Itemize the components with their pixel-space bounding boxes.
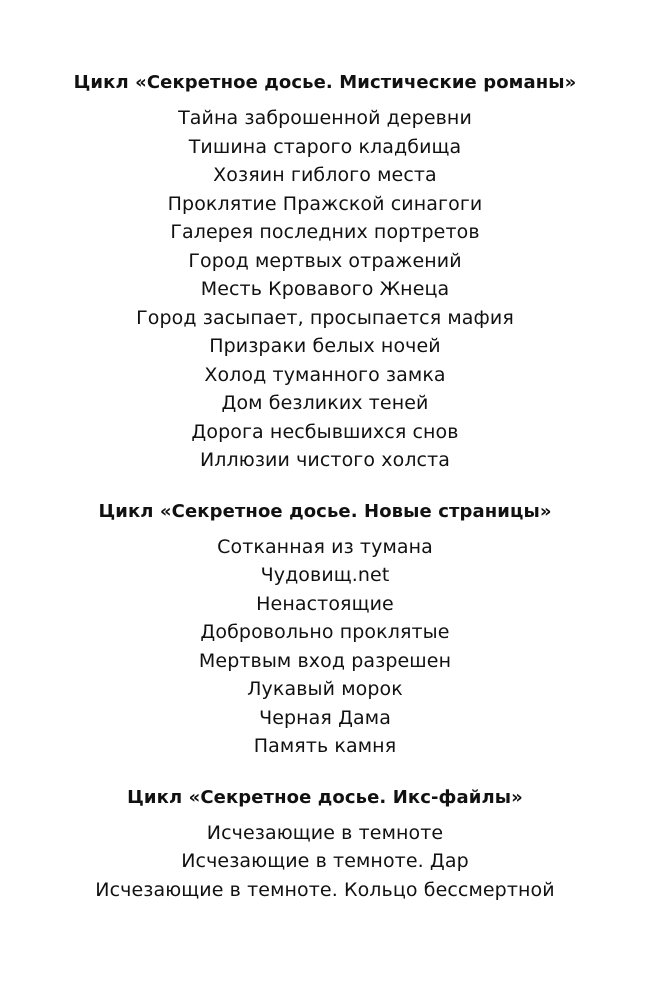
book-title: Проклятие Пражской синагоги (167, 192, 483, 215)
book-title: Месть Кровавого Жнеца (200, 278, 450, 300)
book-title: Исчезающие в темноте. Дар (181, 850, 469, 872)
series-title: Цикл «Секретное досье. Новые страницы» (98, 500, 552, 522)
book-title: Сотканная из тумана (217, 535, 433, 558)
book-title: Память камня (253, 735, 397, 757)
book-title: Призраки белых ночей (209, 335, 441, 357)
book-title: Исчезающие в темноте. Кольцо бессмертной (95, 878, 555, 901)
book-title: Черная Дама (259, 706, 391, 729)
book-title: Мертвым вход разрешен (198, 649, 452, 672)
book-title: Хозяин гиблого места (213, 164, 437, 186)
book-title: Ненастоящие (256, 592, 394, 615)
series-section-new-pages (0, 497, 650, 761)
book-title: Исчезающие в темноте (206, 821, 444, 844)
book-list (0, 104, 650, 475)
book-title: Дорога несбывшихся снов (191, 420, 459, 443)
book-list (0, 819, 650, 905)
series-title: Цикл «Секретное досье. Мистические романы» (73, 72, 577, 93)
book-title: Добровольно проклятые (200, 621, 450, 643)
book-title: Дом безликих теней (221, 392, 429, 414)
book-title: Чудовищ.net (260, 564, 390, 586)
book-title: Холод туманного замка (204, 363, 446, 386)
book-title: Город мертвых отражений (188, 249, 462, 272)
series-section-mystic-novels (0, 68, 650, 475)
book-title: Иллюзии чистого холста (199, 449, 451, 471)
book-title: Тайна заброшенной деревни (178, 107, 472, 129)
book-title: Лукавый морок (247, 678, 403, 700)
book-title: Галерея последних портретов (170, 221, 480, 243)
book-title: Тишина старого кладбища (188, 135, 462, 158)
series-title: Цикл «Секретное досье. Икс-файлы» (127, 786, 523, 808)
book-title: Город засыпает, просыпается мафия (136, 306, 514, 329)
book-list (0, 533, 650, 761)
series-section-x-files (0, 783, 650, 905)
